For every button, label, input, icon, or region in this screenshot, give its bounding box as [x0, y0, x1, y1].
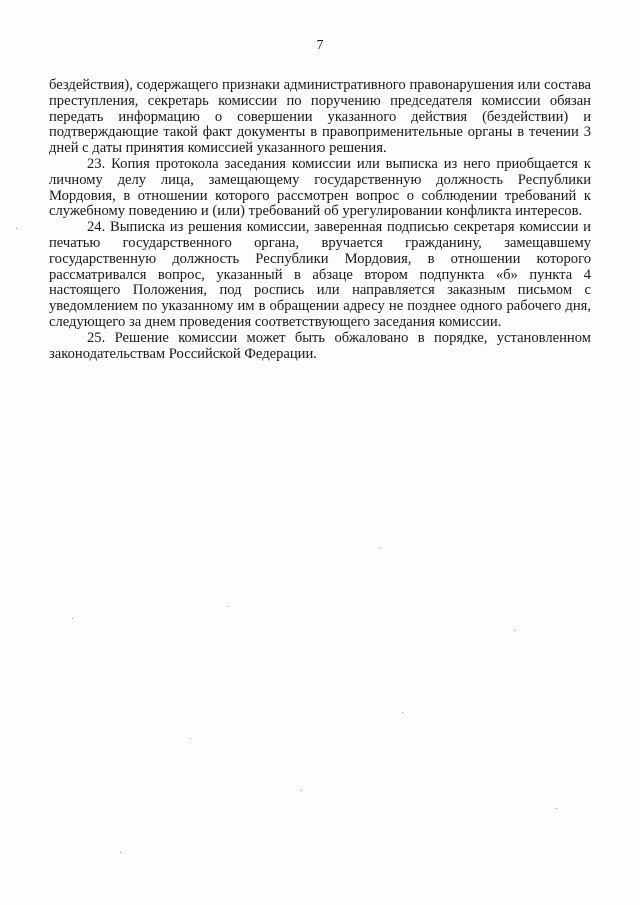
paragraph-24: 24. Выписка из решения комиссии, заверенная подписью секретаря комиссии и печатью государственного органа, вручается гражданину, замещавшему государственную должность Республики Мордовия, в отношении которого рассматривался вопрос, указанный в абзаце втором подпункта «б» пункта 4 настоящего Положения, под роспись или направляется заказным письмом с уведомлением по указанному им в обращении адресу не позднее одного рабочего дня, следующего за днем проведения соответствующего заседания комиссии. — [49, 219, 591, 330]
scan-speck — [514, 630, 515, 631]
scan-speck — [379, 548, 380, 549]
page-number: 7 — [316, 38, 324, 53]
paragraph-23: 23. Копия протокола заседания комиссии или выписка из него приобщается к личному делу лица, замещающему государственную должность Республики Мордовия, в отношении которого рассмотрен вопрос о соблюдении требований к служебному поведению и (или) требований об урегулировании конфликта интересов. — [49, 155, 591, 220]
scan-speck — [120, 852, 121, 853]
scan-speck — [16, 228, 17, 229]
paragraph-25: 25. Решение комиссии может быть обжаловано в порядке, установленном законодательствам Российской Федерации. — [49, 329, 591, 362]
scan-speck — [556, 808, 557, 809]
scan-speck — [228, 606, 229, 607]
paragraph-22-continuation: бездействия), содержащего признаки административного правонарушения или состава преступления, секретарь комиссии по поручению председателя комиссии обязан передать информацию о совершении указанного действия (бездействии) и подтверждающие такой факт документы в правоприменительные органы в течении 3 дней с даты принятия комиссией указанного решения. — [49, 77, 591, 157]
scan-speck — [402, 712, 403, 713]
scan-speck — [190, 738, 191, 739]
document-body — [49, 78, 591, 362]
scan-speck — [72, 618, 73, 619]
scan-speck — [301, 790, 302, 791]
